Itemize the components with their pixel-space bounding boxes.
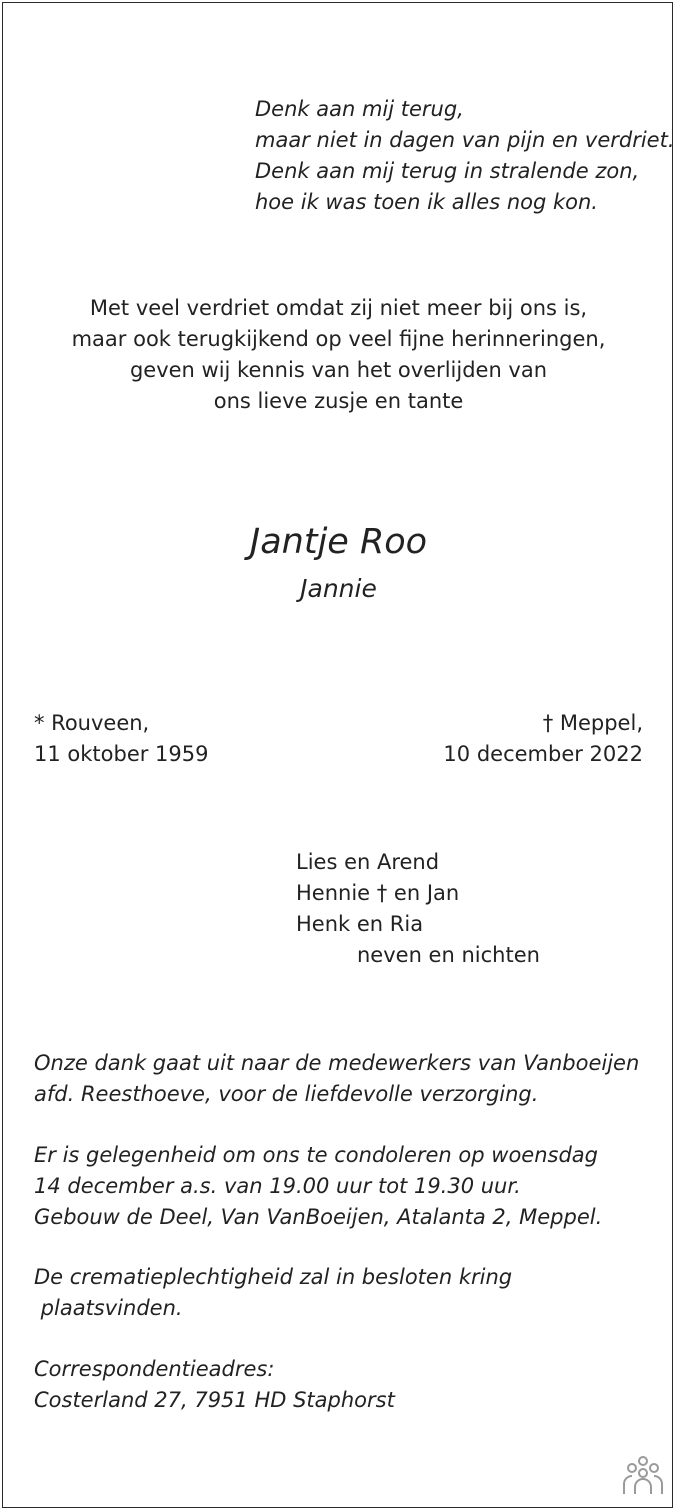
thanks-line: afd. Reesthoeve, voor de liefdevolle verzorging. — [34, 1082, 539, 1106]
birth-place: * Rouveen, — [34, 711, 150, 735]
condolence-line: Er is gelegenheid om ons te condoleren op woensdag — [34, 1143, 598, 1167]
cremation-text — [34, 1262, 512, 1324]
intro-line: Met veel verdriet omdat zij niet meer bij ons is, — [89, 296, 588, 320]
cremation-line: De crematieplechtigheid zal in besloten kring — [34, 1265, 513, 1289]
thanks-line: Onze dank gaat uit naar de medewerkers van Vanboeijen — [34, 1051, 640, 1075]
deceased-name: Jantje Roo — [249, 522, 428, 562]
birth-info — [34, 708, 209, 770]
condolence-text — [34, 1140, 602, 1233]
poem — [255, 94, 675, 218]
intro-line: ons lieve zusje en tante — [213, 389, 464, 413]
correspondence-line: Costerland 27, 7951 HD Staphorst — [34, 1388, 395, 1412]
announcement-intro — [0, 293, 677, 417]
family-extended: neven en nichten — [357, 943, 540, 967]
cremation-line: plaatsvinden. — [34, 1296, 183, 1320]
poem-line: Denk aan mij terug in stralende zon, — [255, 159, 640, 183]
poem-line: maar niet in dagen van pijn en verdriet. — [255, 128, 675, 152]
condolence-line: 14 december a.s. van 19.00 uur tot 19.30 uur. — [34, 1174, 521, 1198]
death-info — [443, 708, 643, 770]
intro-line: geven wij kennis van het overlijden van — [129, 358, 548, 382]
poem-line: Denk aan mij terug, — [255, 97, 464, 121]
death-date: 10 december 2022 — [443, 742, 643, 766]
family-member: Henk en Ria — [296, 912, 424, 936]
death-place: † Meppel, — [542, 711, 643, 735]
birth-date: 11 oktober 1959 — [34, 742, 209, 766]
condolence-line: Gebouw de Deel, Van VanBoeijen, Atalanta 2, Meppel. — [34, 1205, 603, 1229]
family-member: Hennie † en Jan — [296, 881, 460, 905]
people-group-icon — [620, 1452, 666, 1498]
family-list — [296, 847, 540, 971]
correspondence-label: Correspondentieadres: — [34, 1357, 275, 1381]
correspondence-address — [34, 1354, 395, 1416]
intro-line: maar ook terugkijkend op veel fijne herinneringen, — [71, 327, 606, 351]
thanks-text — [34, 1048, 639, 1110]
family-member: Lies en Arend — [296, 850, 440, 874]
deceased-nickname: Jannie — [300, 574, 377, 603]
poem-line: hoe ik was toen ik alles nog kon. — [255, 190, 598, 214]
